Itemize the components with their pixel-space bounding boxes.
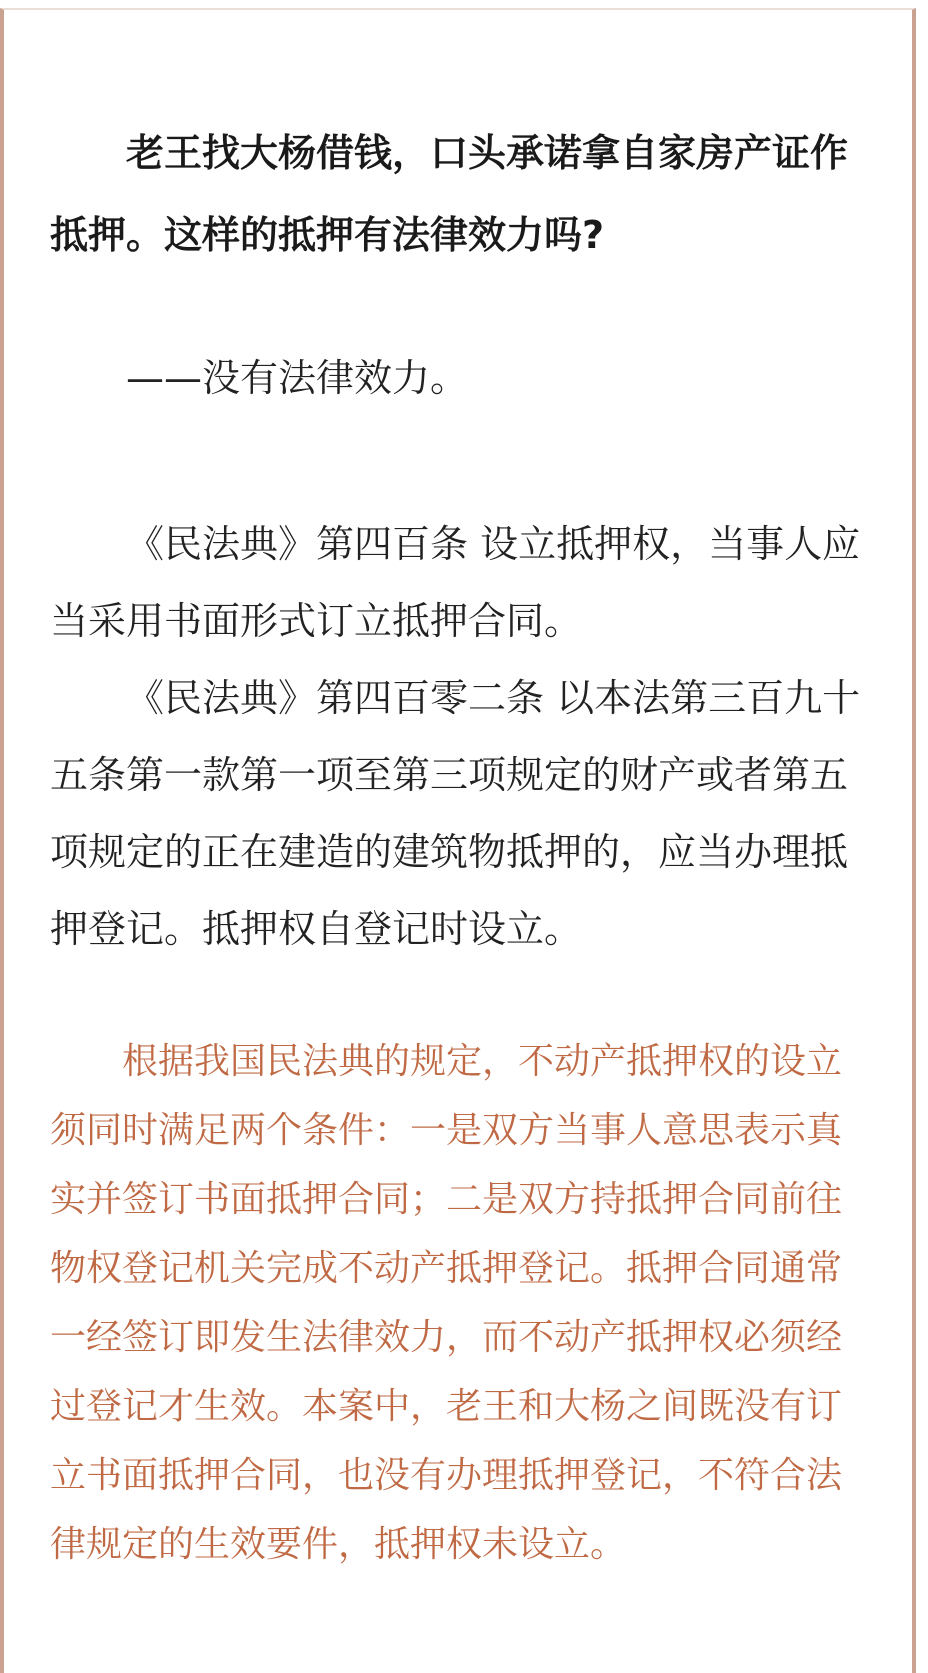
analysis-paragraph: 根据我国民法典的规定，不动产抵押权的设立须同时满足两个条件：一是双方当事人意思表示真实并签订书面抵押合同；二是双方持抵押合同前往物权登记机关完成不动产抵押登记。抵押合同通常一经签订即发生法律效力，而不动产抵押权必须经过登记才生效。本案中，老王和大杨之间既没有订立书面抵押合同，也没有办理抵押登记，不符合法律规定的生效要件，抵押权未设立。	[50, 1041, 843, 1565]
law-article-402: 《民法典》第四百零二条 以本法第三百九十五条第一款第一项至第三项规定的财产或者第五项规定的正在建造的建筑物抵押的，应当办理抵押登记。抵押权自登记时设立。	[50, 676, 861, 951]
question-heading: 老王找大杨借钱，口头承诺拿自家房产证作抵押。这样的抵押有法律效力吗?	[50, 131, 849, 257]
law-article-400: 《民法典》第四百条 设立抵押权，当事人应当采用书面形式订立抵押合同。	[50, 522, 861, 643]
answer-text: ——没有法律效力。	[126, 356, 469, 400]
article-card	[0, 8, 916, 1673]
